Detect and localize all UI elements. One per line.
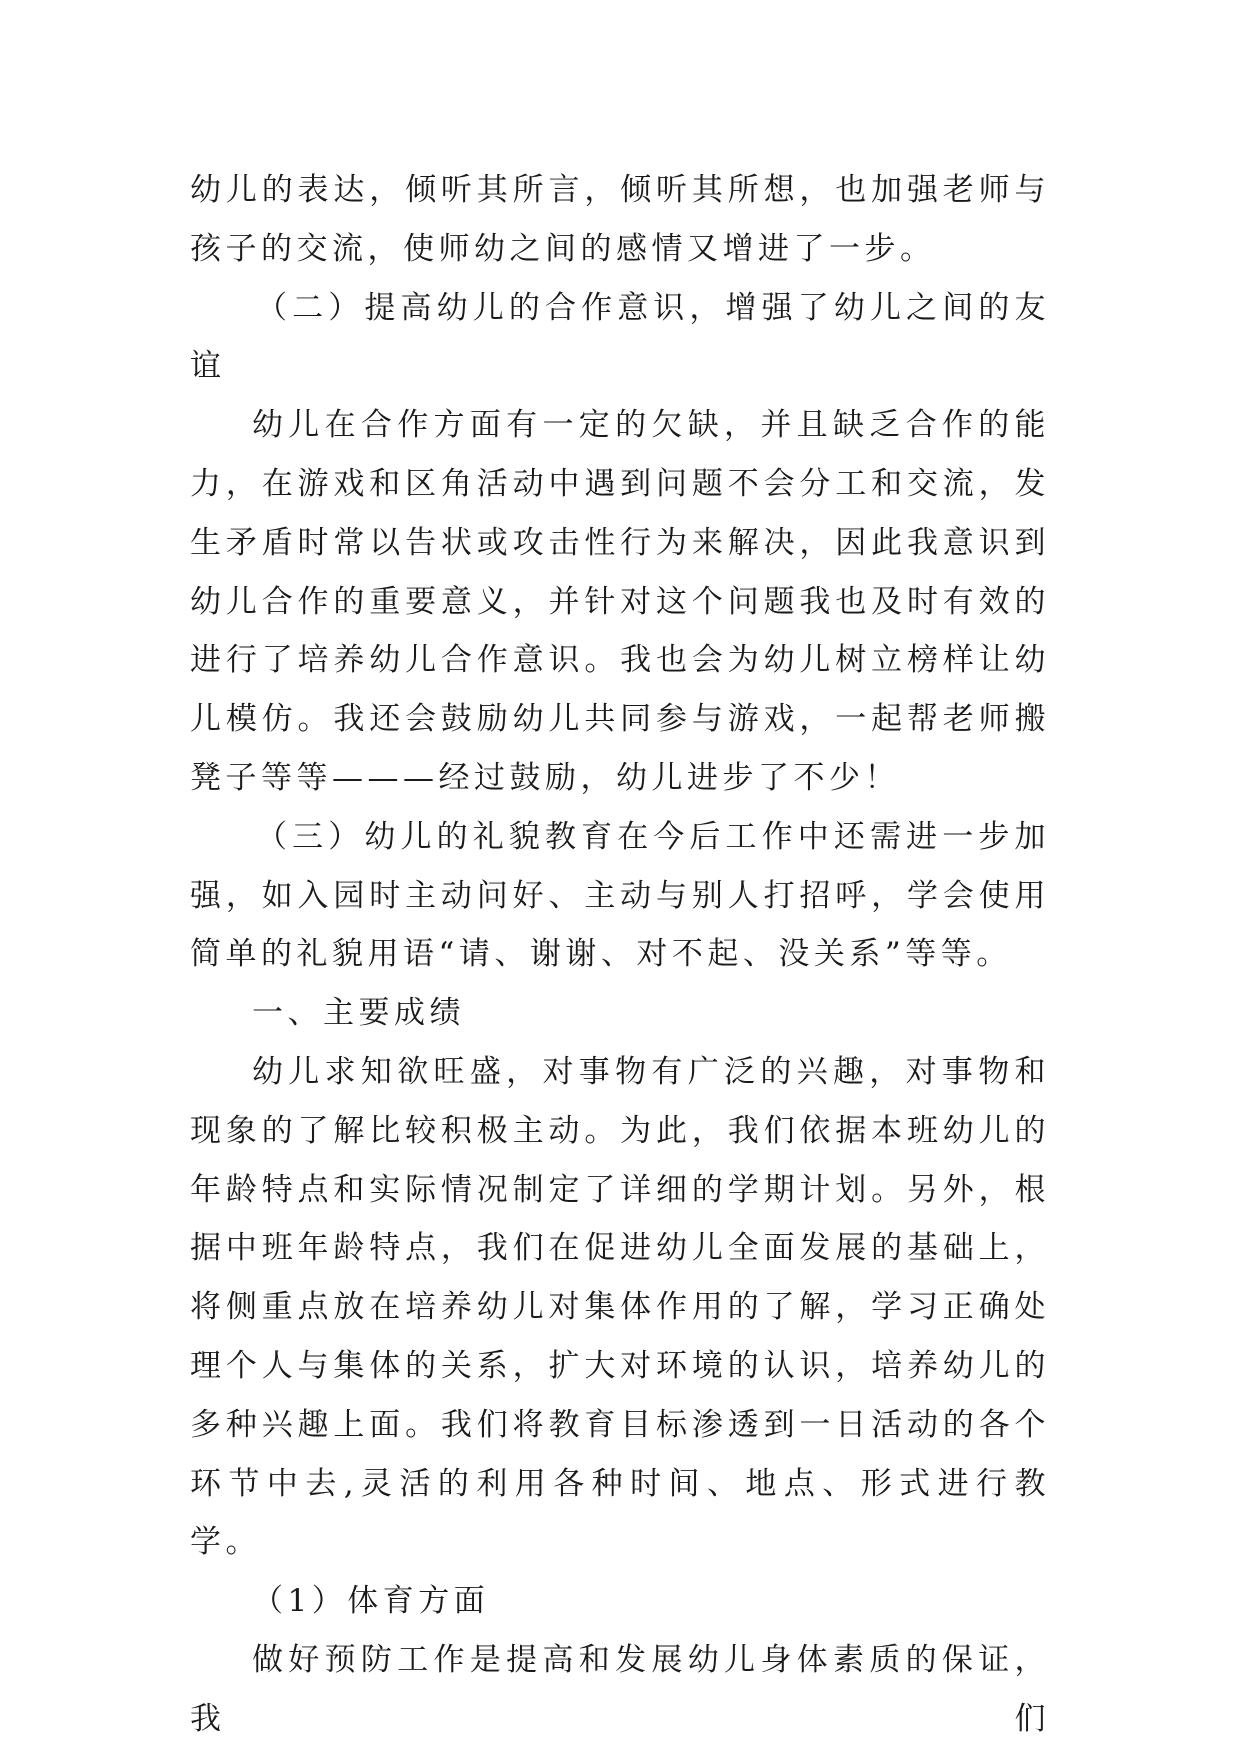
paragraph-achievements: 幼儿求知欲旺盛，对事物有广泛的兴趣，对事物和现象的了解比较积极主动。为此，我们依据本班幼儿的年龄特点和实际情况制定了详细的学期计划。另外，根据中班年龄特点，我们在促进幼儿全面发展的基础上，将侧重点放在培养幼儿对集体作用的了解，学习正确处理个人与集体的关系，扩大对环境的认识，培养幼儿的多种兴趣上面。我们将教育目标渗透到一日活动的各个环节中去,灵活的利用各种时间、地点、形式进行教学。 — [190, 1053, 1050, 1561]
section-heading-cooperation: （二）提高幼儿的合作意识，增强了幼儿之间的友谊 — [190, 289, 1050, 385]
paragraph-continuation: 幼儿的表达，倾听其所言，倾听其所想，也加强老师与孩子的交流，使师幼之间的感情又增进了一步。 — [190, 172, 1050, 267]
subsection-heading-pe: （1）体育方面 — [252, 1583, 490, 1620]
document-body — [190, 161, 1050, 1749]
section-heading-achievements: 一、主要成绩 — [252, 995, 465, 1032]
paragraph-pe: 做好预防工作是提高和发展幼儿身体素质的保证，我们 — [190, 1641, 1050, 1737]
paragraph-manners: （三）幼儿的礼貌教育在今后工作中还需进一步加强，如入园时主动问好、主动与别人打招呼，学会使用简单的礼貌用语“请、谢谢、对不起、没关系”等等。 — [190, 818, 1050, 973]
paragraph-cooperation: 幼儿在合作方面有一定的欠缺，并且缺乏合作的能力，在游戏和区角活动中遇到问题不会分工和交流，发生矛盾时常以告状或攻击性行为来解决，因此我意识到幼儿合作的重要意义，并针对这个问题我也及时有效的进行了培养幼儿合作意识。我也会为幼儿树立榜样让幼儿模仿。我还会鼓励幼儿共同参与游戏，一起帮老师搬凳子等等———经过鼓励，幼儿进步了不少！ — [190, 407, 1050, 796]
